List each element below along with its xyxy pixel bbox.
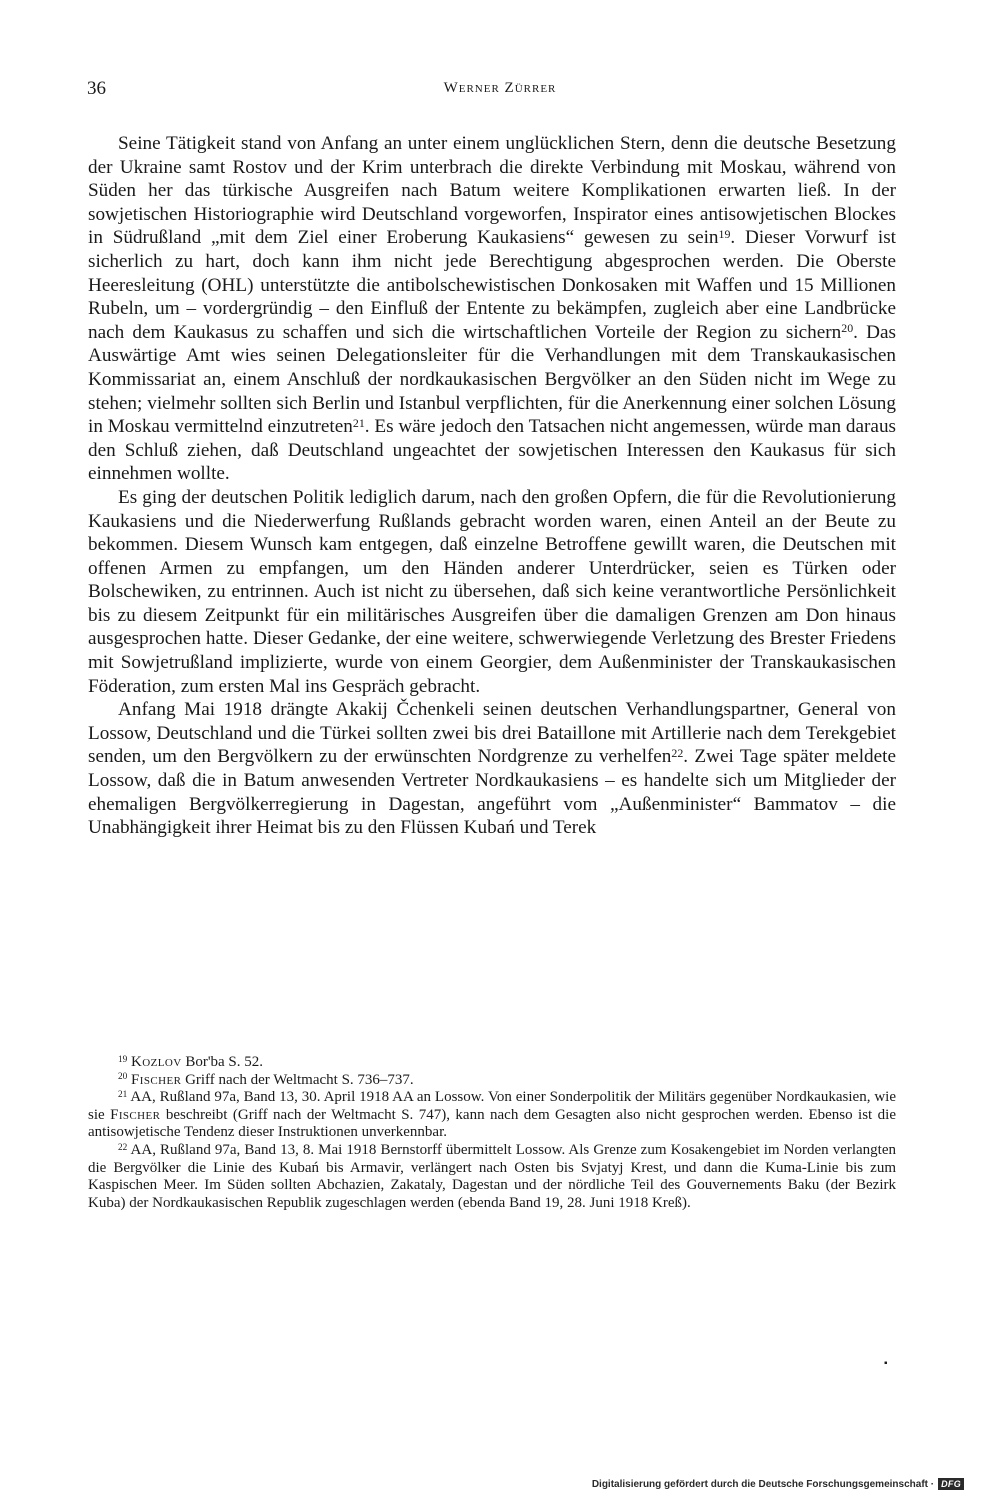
paragraph-1-part-c: . Das Auswärtige Amt wies seinen Delegationsleiter für die Verhandlungen mit dem Transkaukasischen Kommissariat an, einem Anschluß der nordkaukasischen Bergvölker an den Süden nicht im Wege zu stehen; vielmehr sollten sich Berlin und Istanbul verpflichten, für die Anerkennung einer solchen Lösung in Moskau vermittelnd einzutreten xyxy=(88,321,896,438)
footnote-author: Fischer xyxy=(110,1106,161,1123)
footnote-ref-22: 22 xyxy=(671,746,684,761)
credit-text: Digitalisierung gefördert durch die Deutsche Forschungsgemeinschaft · xyxy=(591,1478,935,1490)
paragraph-3 xyxy=(88,698,896,840)
scan-speck: ▪ xyxy=(884,1358,888,1369)
running-head: Werner Zürrer xyxy=(443,80,557,96)
footnote-author: Kozlov xyxy=(131,1054,182,1070)
footnotes xyxy=(88,1054,896,1212)
footnote-ref-20: 20 xyxy=(841,321,854,336)
footnote-20 xyxy=(88,1072,896,1090)
footnote-text: AA, Rußland 97a, Band 13, 8. Mai 1918 Bernstorff übermittelt Lossow. Als Grenze zum Kosakengebiet im Norden verlangten die Bergvölker die Linie des Kubań bis Armavir, verlängert nach Osten bis Svjatyj Krest, und dann die Kuma-Linie bis zum Kaspischen Meer. Im Süden sollten Abchazien, Zakataly, Dagestan und der nördliche Teil des Gouvernements Baku (der Bezirk Kuba) der Nordkaukasischen Republik zugeschlagen werden (ebenda Band 19, 28. Juni 1918 Kreß). xyxy=(88,1141,896,1211)
page-number: 36 xyxy=(87,78,106,99)
footnote-19 xyxy=(88,1054,896,1072)
footnote-22 xyxy=(88,1142,896,1212)
footnote-21 xyxy=(88,1089,896,1142)
paragraph-1-part-a: Seine Tätigkeit stand von Anfang an unter einem unglücklichen Stern, denn die deutsche Besetzung der Ukraine samt Rostov und der Krim unterbrach die direkte Verbindung mit Moskau, während von Süden her das türkische Ausgreifen nach Batum weitere Komplikationen erwarten ließ. In der sowjetischen Historiographie wird Deutschland vorgeworfen, Inspirator eines antisowjetischen Blockes in Südrußland „mit dem Ziel einer Eroberung Kaukasiens“ gewesen zu sein xyxy=(88,133,896,249)
footnote-number: 20 xyxy=(118,1072,128,1083)
footnote-ref-19: 19 xyxy=(718,227,731,242)
paragraph-2: Es ging der deutschen Politik lediglich darum, nach den großen Opfern, die für die Revolutionierung Kaukasiens und die Niederwerfung Rußlands gebracht worden waren, einen Anteil an der Beute zu bekommen. Diesem Wunsch kam entgegen, daß einzelne Betroffene gewillt waren, die Deutschen mit offenen Armen zu empfangen, um den Händen anderer Unterdrücker, seien es Türken oder Bolschewiken, zu entrinnen. Auch ist nicht zu übersehen, daß sich keine verantwortliche Persönlichkeit bis zu diesem Zeitpunkt für ein militärisches Ausgreifen über die damaligen Grenzen am Don hinaus ausgesprochen hatte. Dieser Gedanke, der eine weitere, schwerwiegende Verletzung des Brester Friedens mit Sowjetrußland implizierte, wurde von einem Georgier, dem Außenminister der Transkaukasischen Föderation, zum ersten Mal ins Gespräch gebracht. xyxy=(88,486,896,697)
paragraph-3-part-b: . Zwei Tage später meldete Lossow, daß die in Batum anwesenden Vertreter Nordkaukasiens – es handelte sich um Mitglieder der ehemaligen Bergvölkerregierung in Dagestan, angeführt vom „Außenminister“ Bammatov – die Unabhängigkeit ihrer Heimat bis zu den Flüssen Kubań und Terek xyxy=(88,746,896,839)
footnote-author: Fischer xyxy=(131,1071,182,1088)
main-text xyxy=(88,132,896,840)
paragraph-1-part-b: . Dieser Vorwurf ist sicherlich zu hart, doch kann ihm nicht jede Berechtigung abgesprochen werden. Die Oberste Heeresleitung (OHL) unterstützte die antibolschewistischen Donkosaken mit Waffen und 15 Millionen Rubeln, um – vordergründig – den Einfluß der Entente zu bekämpfen, zugleich aber eine Landbrücke nach dem Kaukasus zu schaffen und sich die wirtschaftlichen Vorteile der Region zu sichern xyxy=(88,227,896,343)
footnote-number: 22 xyxy=(118,1142,128,1153)
paragraph-1 xyxy=(88,132,896,486)
footnote-text: AA, Rußland 97a, Band 13, 30. April 1918 AA an Lossow. Von einer Sonderpolitik der Militärs gegenüber Nordkaukasien, wie sie xyxy=(88,1089,896,1123)
footnote-number: 21 xyxy=(118,1090,128,1101)
footnote-ref-21: 21 xyxy=(352,415,365,430)
footnote-text: Griff nach der Weltmacht S. 736–737. xyxy=(181,1071,414,1088)
paragraph-1-part-d: . Es wäre jedoch den Tatsachen nicht angemessen, würde man daraus den Schluß ziehen, daß Deutschland ungeachtet der sowjetischen Interessen den Kaukasus für sich einnehmen wollte. xyxy=(88,416,897,485)
dfg-logo: DFG xyxy=(938,1478,964,1490)
footnote-number: 19 xyxy=(118,1054,128,1065)
paragraph-3-part-a: Anfang Mai 1918 drängte Akakij Čchenkeli seinen deutschen Verhandlungspartner, General von Lossow, Deutschland und die Türkei sollten zwei bis drei Bataillone mit Artillerie nach dem Terekgebiet senden, um den Bergvölkern zu der erwünschten Nordgrenze zu verhelfen xyxy=(88,699,896,768)
digitization-credit xyxy=(592,1478,964,1490)
footnote-text: beschreibt (Griff nach der Weltmacht S. 747), kann nach dem Gesagten also nicht gesprochen werden. Ebenso ist die antisowjetische Tendenz dieser Instruktionen unverkennbar. xyxy=(88,1106,896,1141)
footnote-text: Bor'ba S. 52. xyxy=(181,1054,264,1070)
